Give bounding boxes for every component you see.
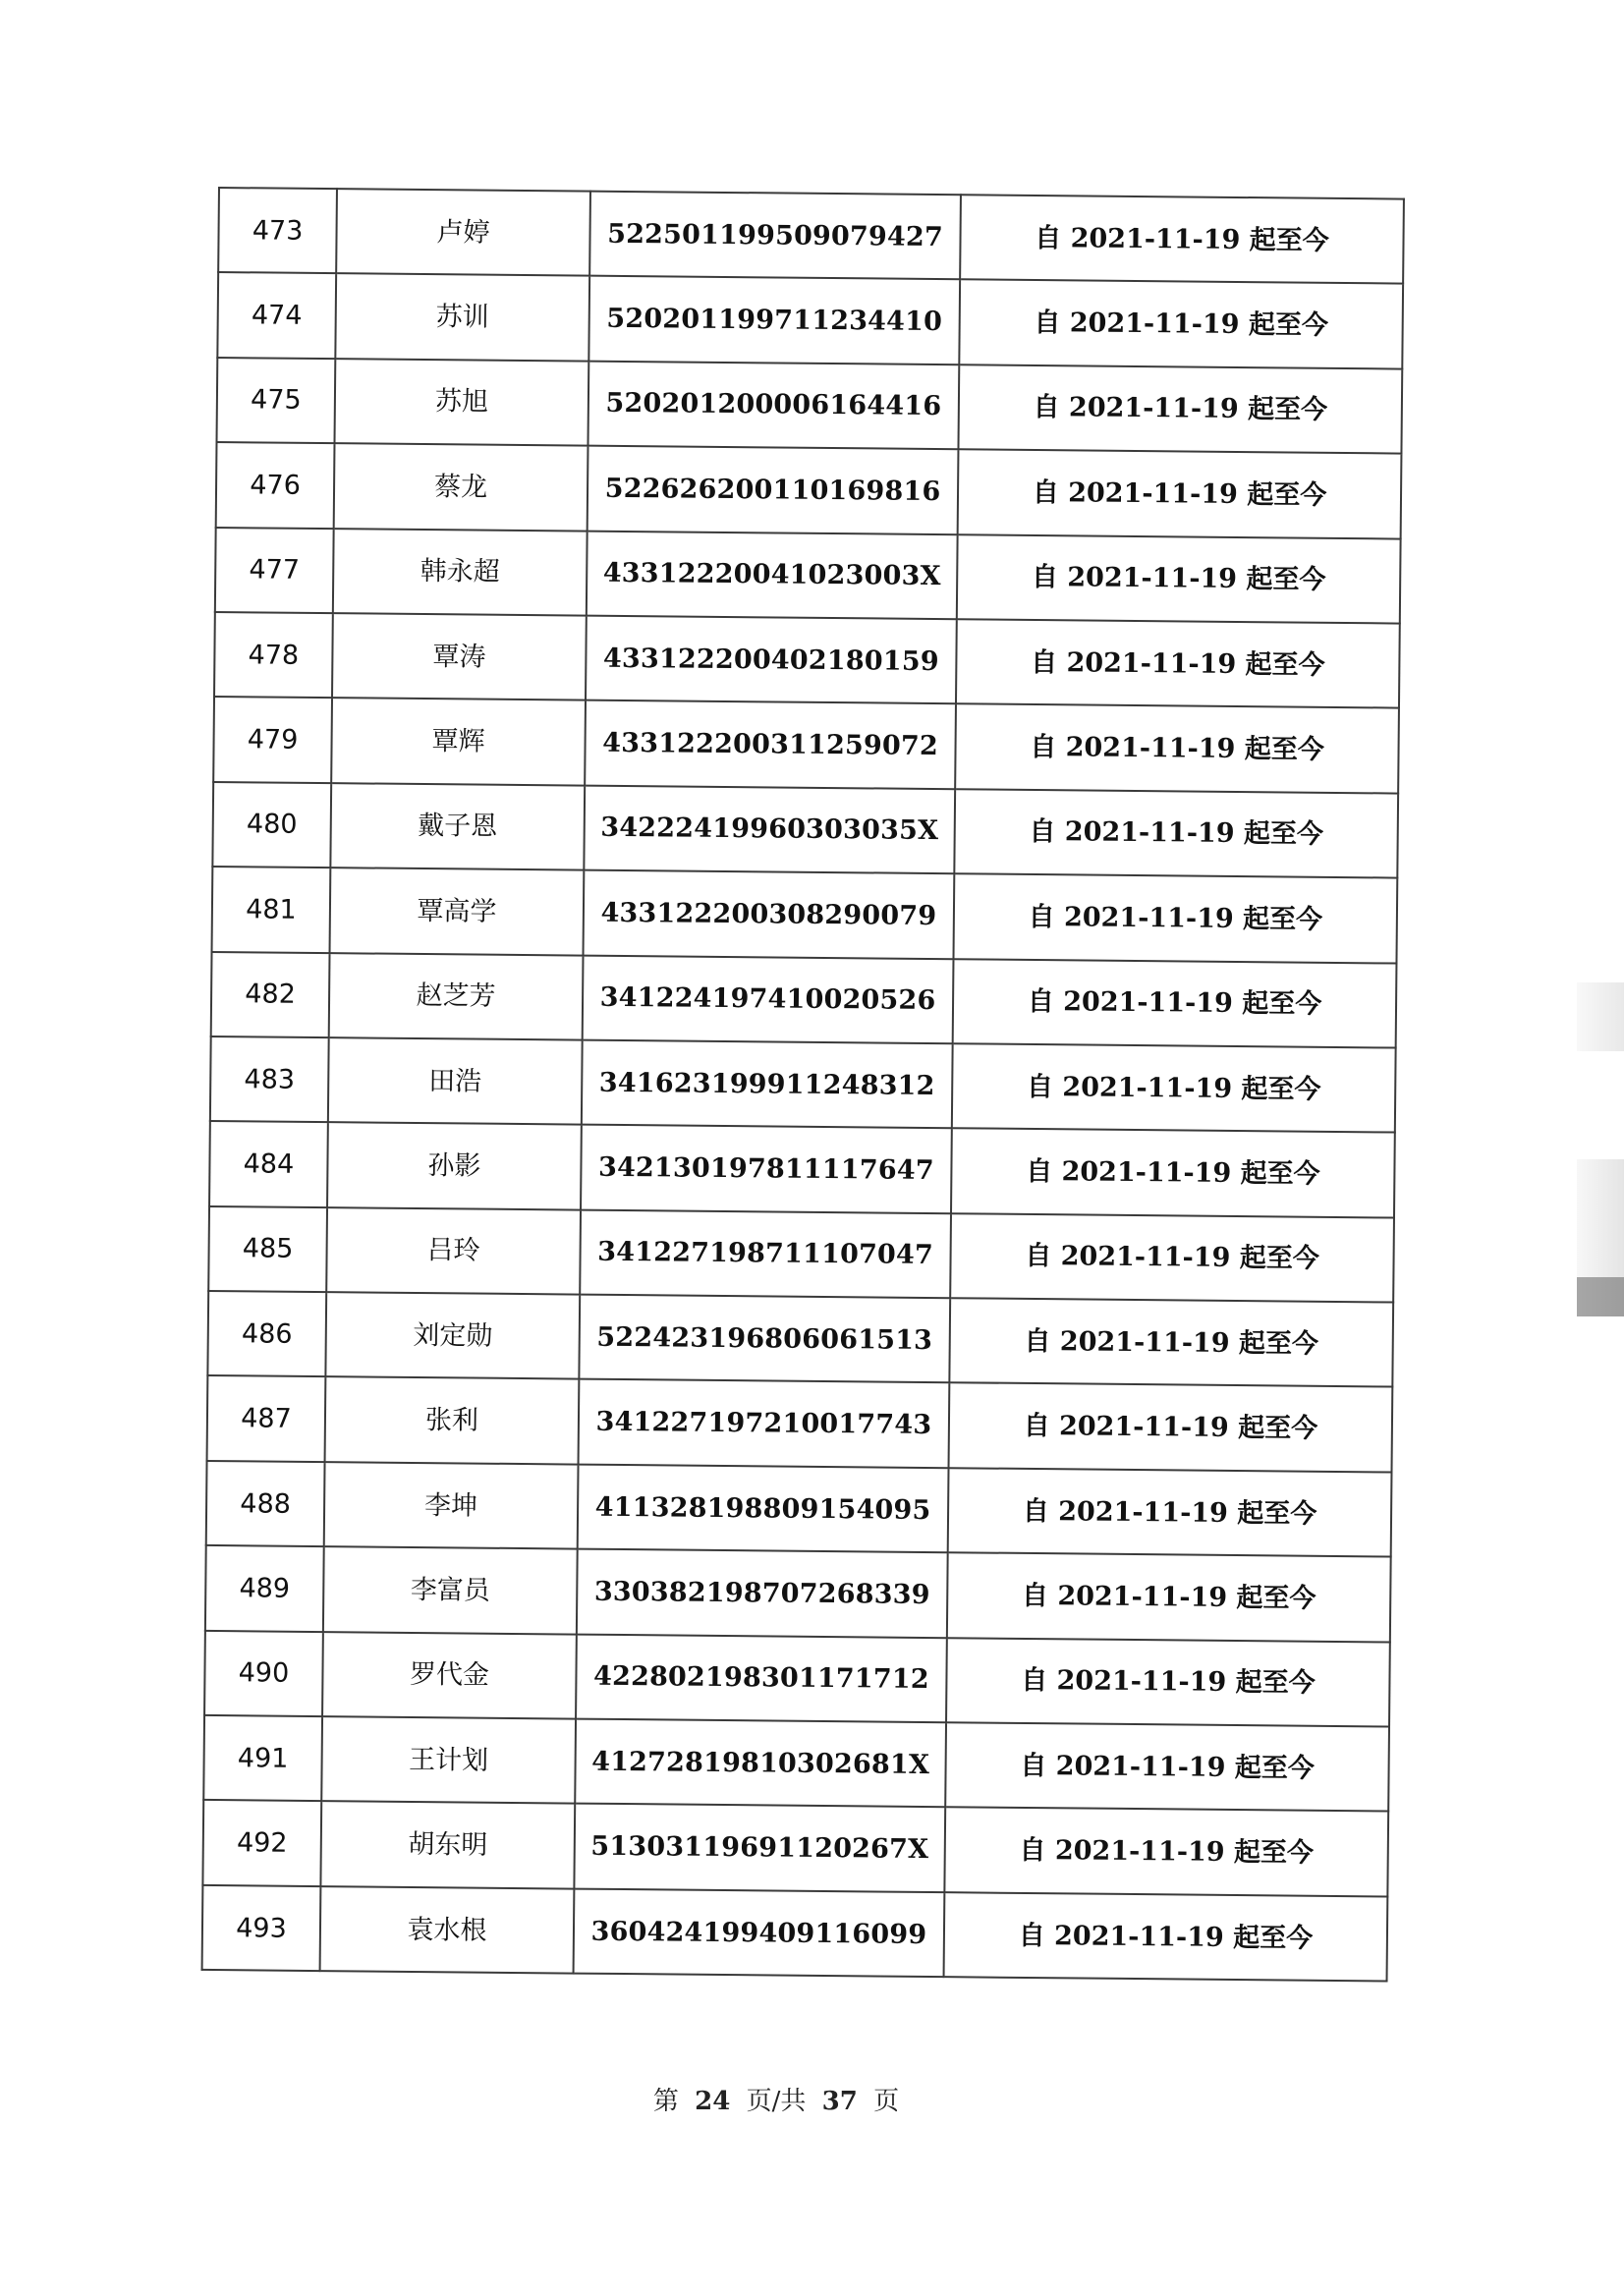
validity-period-text: 自 2021-11-19 起至今 [1027,986,1322,1021]
id-number-text: 433122200308290079 [600,897,937,931]
validity-period-text: 自 2021-11-19 起至今 [1033,392,1328,426]
row-number [218,188,337,274]
person-name [334,443,588,531]
id-number [588,361,959,449]
validity-period-text: 自 2021-11-19 起至今 [1030,731,1324,765]
row-number [215,528,334,614]
validity-period [951,1129,1395,1218]
person-name [320,1886,575,1974]
row-number-text: 478 [248,639,300,671]
validity-period [957,534,1401,624]
person-name-text: 卢婷 [436,216,490,249]
id-number [581,1125,952,1213]
person-name-text: 罗代金 [409,1659,490,1692]
person-name-text: 孙影 [427,1150,481,1182]
id-number [584,870,955,959]
id-number-text: 522501199509079427 [607,218,944,252]
table-row [207,1375,1393,1472]
validity-period-text: 自 2021-11-19 起至今 [1023,1411,1318,1444]
validity-period-text: 自 2021-11-19 起至今 [1035,222,1329,256]
id-number-text: 433122200311259072 [602,727,939,762]
row-number [213,697,332,783]
validity-period-text: 自 2021-11-19 起至今 [1034,308,1329,341]
table-row [208,1206,1394,1303]
validity-period [949,1298,1393,1387]
table-row [203,1715,1389,1812]
id-number [587,531,958,619]
validity-period-text: 自 2021-11-19 起至今 [1032,476,1327,511]
id-number-text: 341227198711107047 [597,1237,934,1271]
table-row [218,188,1404,284]
id-number [584,785,955,873]
person-name-text: 韩永超 [420,556,500,588]
table-row [207,1291,1393,1387]
id-number-text: 43312220041023003X [602,558,941,592]
person-name [329,953,584,1040]
person-name [332,613,587,700]
row-number-text: 476 [250,470,301,501]
table-row [211,951,1397,1047]
id-number-text: 522626200110169816 [604,473,941,507]
validity-period [947,1552,1391,1642]
row-number-text: 490 [238,1657,290,1690]
validity-period [956,619,1400,708]
id-number-text: 34222419960303035X [600,812,939,847]
validity-period-text: 自 2021-11-19 起至今 [1025,1241,1319,1275]
id-number-text: 522423196806061513 [596,1321,933,1356]
person-name-text: 袁水根 [407,1914,487,1946]
table-row [215,528,1401,624]
person-name [328,1037,583,1125]
row-number [202,1885,321,1972]
row-number [217,272,336,359]
id-number-text: 422802198301171712 [592,1661,929,1696]
row-number [206,1461,325,1547]
id-number [576,1634,947,1722]
id-number [588,276,960,364]
person-name-text: 苏旭 [434,386,489,419]
person-name [320,1802,575,1889]
validity-period [955,704,1399,794]
person-name [322,1632,577,1719]
validity-period-text: 自 2021-11-19 起至今 [1026,1071,1321,1105]
person-name-text: 覃高学 [417,895,497,927]
row-number-text: 481 [246,894,297,925]
row-number [216,442,335,529]
id-number [582,1040,953,1129]
person-name-text: 苏训 [435,302,489,333]
scan-edge-mark [1577,982,1624,1051]
id-number [589,192,961,280]
row-number-text: 473 [252,215,304,247]
person-name-text: 胡东明 [408,1829,488,1861]
current-page-number: 24 [695,2087,731,2116]
validity-period [960,195,1404,284]
person-name [327,1122,582,1209]
validity-period-text: 自 2021-11-19 起至今 [1031,562,1326,596]
row-number-text: 482 [245,979,297,1010]
person-name-text: 覃涛 [432,641,486,673]
person-name-text: 王计划 [408,1744,489,1776]
person-name-text: 吕玲 [426,1235,480,1266]
footer-middle: 页/共 [746,2087,807,2116]
validity-period [944,1808,1388,1897]
validity-period-text: 自 2021-11-19 起至今 [1019,1835,1315,1869]
person-name-text: 李坤 [423,1489,478,1522]
validity-period-text: 自 2021-11-19 起至今 [1029,816,1324,851]
person-name [326,1207,581,1295]
row-number-text: 477 [249,554,301,587]
page-footer [0,2081,1552,2117]
validity-period [945,1722,1389,1812]
person-name-text: 张利 [424,1405,479,1436]
person-name [330,868,585,955]
person-name [334,359,588,446]
table-row [212,782,1398,878]
row-number-text: 492 [236,1827,288,1859]
validity-period-text: 自 2021-11-19 起至今 [1026,1155,1320,1190]
id-number [579,1379,950,1468]
person-name [336,189,590,276]
validity-period-text: 自 2021-11-19 起至今 [1030,646,1325,681]
person-name [333,529,588,616]
id-number [574,1804,945,1892]
person-name-text: 刘定勋 [413,1319,493,1352]
validity-period-text: 自 2021-11-19 起至今 [1024,1325,1319,1360]
table-row [206,1461,1392,1557]
row-number [205,1545,324,1632]
row-number [203,1715,322,1802]
row-number-text: 485 [242,1233,294,1265]
id-number-text: 41272819810302681X [591,1746,930,1780]
table-row [204,1631,1390,1727]
row-number [208,1206,327,1293]
total-pages-number: 37 [821,2087,858,2116]
id-number-text: 341227197210017743 [595,1406,932,1441]
table-row [210,1036,1396,1133]
footer-suffix: 页 [873,2087,900,2116]
id-number [578,1464,949,1552]
row-number-text: 493 [236,1912,287,1944]
validity-period-text: 自 2021-11-19 起至今 [1018,1920,1314,1954]
validity-period [953,959,1397,1048]
id-number [577,1549,948,1638]
person-name [323,1546,578,1634]
person-name [335,274,589,362]
row-number [207,1291,326,1377]
table-row [216,442,1402,538]
id-number-text: 411328198809154095 [594,1491,931,1526]
row-number [209,1121,328,1207]
person-name [325,1292,580,1379]
id-number-text: 360424199409116099 [590,1916,927,1950]
id-number-text: 51303119691120267X [590,1830,929,1866]
person-name-text: 赵芝芳 [416,980,496,1012]
id-number [585,700,956,789]
id-number-text: 520201199711234410 [606,303,943,338]
row-number-text: 479 [247,724,299,756]
validity-period [953,873,1397,963]
id-number-text: 341623199911248312 [598,1067,935,1101]
table-body [202,188,1404,1982]
id-number-text: 342130197811117647 [597,1151,934,1187]
id-number [586,616,957,704]
table-row [214,612,1400,708]
validity-period [958,449,1402,538]
table-row [209,1121,1395,1217]
validity-period-text: 自 2021-11-19 起至今 [1021,1580,1316,1614]
row-number-text: 488 [240,1487,292,1520]
validity-period [950,1213,1394,1303]
row-number-text: 489 [239,1573,291,1604]
row-number [204,1631,323,1717]
row-number-text: 484 [243,1148,295,1180]
person-name [330,783,585,870]
id-number [583,955,954,1043]
id-number-text: 330382198707268339 [593,1576,930,1610]
validity-period [959,280,1403,369]
row-number [202,1800,321,1886]
table-row [205,1545,1391,1642]
id-number-text: 341224197410020526 [599,981,936,1017]
id-number [574,1888,945,1977]
row-number [214,612,333,699]
validity-period [948,1468,1392,1557]
table-row [217,358,1403,454]
id-number [575,1719,946,1808]
validity-period [958,364,1402,454]
row-number-text: 474 [251,300,303,331]
person-name-text: 田浩 [428,1065,482,1097]
id-number-text: 433122200402180159 [602,643,939,677]
validity-period-text: 自 2021-11-19 起至今 [1022,1495,1317,1530]
validity-period [946,1638,1390,1727]
scan-edge-mark [1577,1277,1624,1316]
id-number [580,1209,951,1298]
row-number-text: 483 [244,1063,296,1095]
validity-period-text: 自 2021-11-19 起至今 [1020,1750,1315,1784]
person-name [324,1462,579,1549]
row-number-text: 487 [241,1403,292,1434]
table-row [213,697,1399,793]
person-name-text: 蔡龙 [433,471,488,503]
validity-period [949,1383,1393,1473]
person-name-text: 李富员 [410,1574,490,1606]
person-name-text: 戴子恩 [418,811,498,843]
id-number [588,446,959,534]
row-number-text: 491 [237,1742,289,1774]
table-row [202,1800,1388,1896]
validity-period-text: 自 2021-11-19 起至今 [1028,901,1323,935]
table-row [202,1885,1388,1982]
person-name-text: 覃辉 [431,726,485,757]
validity-period [954,789,1398,878]
id-number-text: 520201200006164416 [605,388,942,422]
person-name [321,1716,576,1804]
row-number-text: 480 [246,809,298,841]
table-row [217,272,1403,368]
row-number-text: 486 [241,1318,293,1350]
row-number [210,1036,329,1123]
validity-period-text: 自 2021-11-19 起至今 [1021,1665,1316,1700]
id-number [579,1295,950,1383]
row-number [207,1375,326,1462]
table-row [212,867,1398,963]
footer-prefix: 第 [652,2087,679,2116]
person-name [325,1377,580,1465]
row-number-text: 475 [250,384,302,417]
registry-table [201,187,1405,1983]
person-name [331,698,586,785]
row-number [211,951,330,1037]
row-number [212,867,331,953]
row-number [217,358,336,444]
validity-period [952,1043,1396,1133]
validity-period [944,1892,1388,1982]
row-number [212,782,331,868]
